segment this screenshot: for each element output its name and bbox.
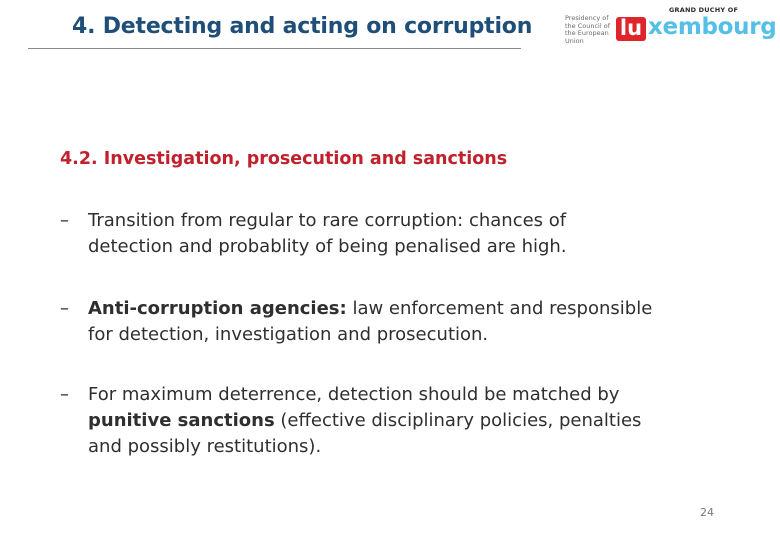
logo-lu-mark: lu <box>616 17 646 41</box>
logo-presidency-text: Presidency of the Council of the European Union <box>565 14 611 45</box>
bullet-line: For maximum deterrence, detection should be matched by <box>88 384 620 405</box>
bullet-text <box>88 382 728 460</box>
bold-term: Anti-corruption agencies: <box>88 298 347 319</box>
bold-term: punitive sanctions <box>88 410 275 431</box>
logo-grand-duchy-text: GRAND DUCHY OF <box>669 6 739 14</box>
bullet-dash: – <box>60 298 69 319</box>
luxembourg-presidency-logo <box>538 6 777 46</box>
bullet-line <box>88 296 728 322</box>
bullet-dash: – <box>60 384 69 405</box>
bullet-line-rest: (effective disciplinary policies, penalties <box>274 410 642 431</box>
bullet-text <box>88 296 728 348</box>
bullet-dash: – <box>60 210 69 231</box>
logo-wordmark: xembourg <box>648 14 777 40</box>
bullet-line <box>88 408 728 434</box>
slide-title: 4. Detecting and acting on corruption <box>72 14 533 39</box>
bullet-line: Transition from regular to rare corruption: chances of <box>88 210 567 231</box>
bullet-line-rest: law enforcement and responsible <box>346 298 653 319</box>
bullet-line: detection and probablity of being penalised are high. <box>88 236 567 257</box>
bullet-text <box>88 208 728 260</box>
title-underline <box>28 48 521 49</box>
section-heading: 4.2. Investigation, prosecution and sanctions <box>60 149 508 169</box>
bullet-line: for detection, investigation and prosecution. <box>88 324 489 345</box>
bullet-line: and possibly restitutions). <box>88 436 322 457</box>
page-number: 24 <box>700 506 714 519</box>
